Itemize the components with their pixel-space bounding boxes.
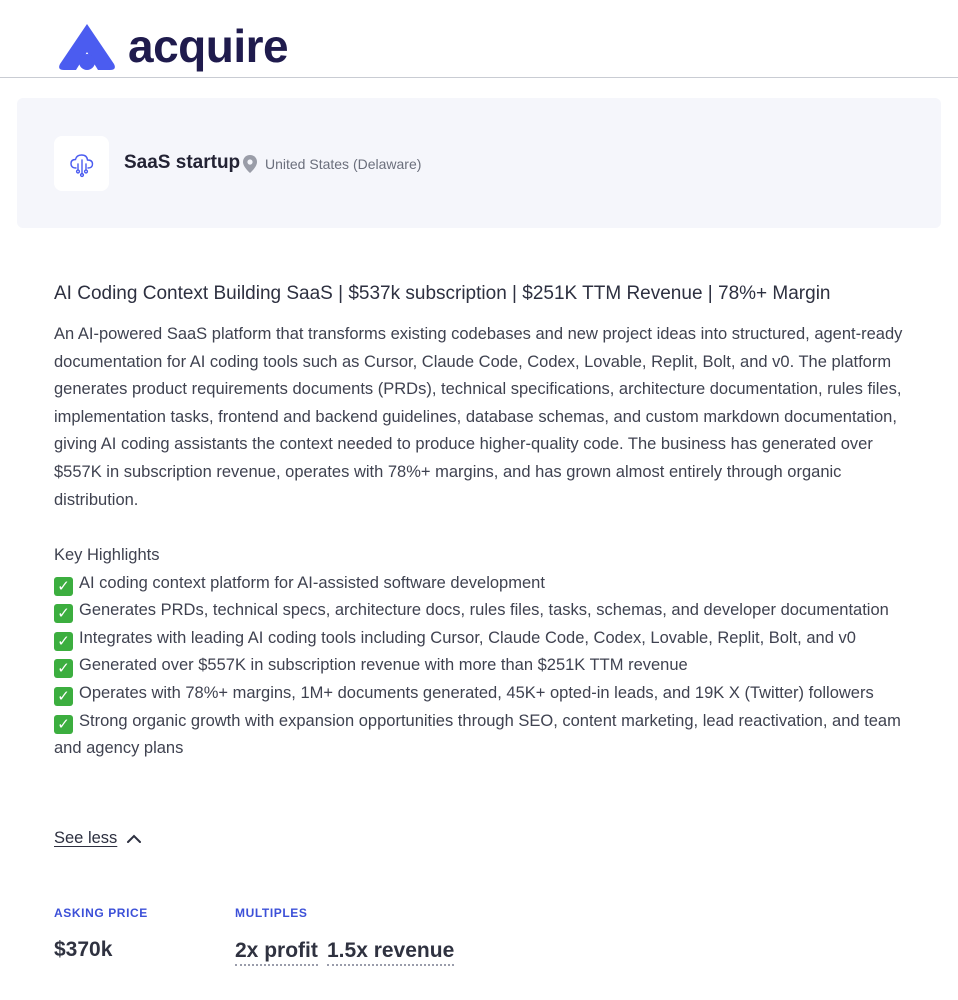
check-mark-icon: ✓	[54, 687, 73, 706]
check-mark-icon: ✓	[54, 715, 73, 734]
revenue-multiple[interactable]: 1.5x revenue	[327, 938, 454, 966]
acquire-logo-icon	[54, 20, 120, 72]
key-highlights	[54, 542, 914, 763]
asking-price-value: $370k	[54, 938, 113, 961]
see-less-button[interactable]	[54, 829, 142, 848]
profit-multiple[interactable]: 2x profit	[235, 938, 318, 966]
listing-title: AI Coding Context Building SaaS | $537k subscription | $251K TTM Revenue | 78%+ Margin	[54, 283, 831, 304]
highlight-item	[54, 625, 914, 653]
highlight-item	[54, 597, 914, 625]
map-pin-icon	[243, 155, 257, 173]
listing-description: An AI-powered SaaS platform that transforms existing codebases and new project ideas into structured, agent-ready documentation for AI coding tools such as Cursor, Claude Code, Codex, Lovable, Replit, Bolt, and v0. The platform generates product requirements documents (PRDs), technical specifications, architecture documentation, rules files, implementation tasks, frontend and backend guidelines, database schemas, and custom markdown documentation, giving AI coding assistants the context needed to produce higher-quality code. The business has generated over $557K in subscription revenue, operates with 78%+ margins, and has grown almost entirely through organic distribution.	[54, 325, 903, 509]
brand-name: acquire	[128, 20, 289, 72]
highlight-text: Operates with 78%+ margins, 1M+ documents generated, 45K+ opted-in leads, and 19K X (Twitter) followers	[79, 683, 874, 702]
highlight-text: AI coding context platform for AI-assisted software development	[79, 573, 545, 592]
highlight-text: Integrates with leading AI coding tools including Cursor, Claude Code, Codex, Lovable, Replit, Bolt, and v0	[79, 628, 856, 647]
check-mark-icon: ✓	[54, 659, 73, 678]
listing-summary-card	[17, 98, 941, 228]
check-mark-icon: ✓	[54, 577, 73, 596]
highlight-text: Generated over $557K in subscription revenue with more than $251K TTM revenue	[79, 656, 688, 675]
highlight-item	[54, 708, 914, 763]
highlights-heading: Key Highlights	[54, 546, 160, 564]
see-less-label: See less	[54, 829, 118, 847]
asking-price-label: ASKING PRICE	[54, 906, 148, 920]
location-text: United States (Delaware)	[265, 156, 422, 172]
check-mark-icon: ✓	[54, 604, 73, 623]
category-title: SaaS startup	[124, 152, 241, 173]
acquire-logo[interactable]	[54, 20, 288, 72]
highlight-text: Generates PRDs, technical specs, architecture docs, rules files, tasks, schemas, and developer documentation	[79, 601, 889, 620]
cloud-circuit-icon	[68, 150, 96, 178]
highlight-item	[54, 652, 914, 680]
multiples-label: MULTIPLES	[235, 906, 308, 920]
top-header	[0, 0, 958, 78]
location	[243, 155, 421, 173]
highlight-text: Strong organic growth with expansion opportunities through SEO, content marketing, lead reactivation, and team and agency plans	[54, 711, 901, 758]
category-icon-box	[54, 136, 109, 191]
chevron-up-icon	[126, 834, 142, 844]
highlight-item	[54, 680, 914, 708]
highlight-item	[54, 570, 914, 598]
check-mark-icon: ✓	[54, 632, 73, 651]
